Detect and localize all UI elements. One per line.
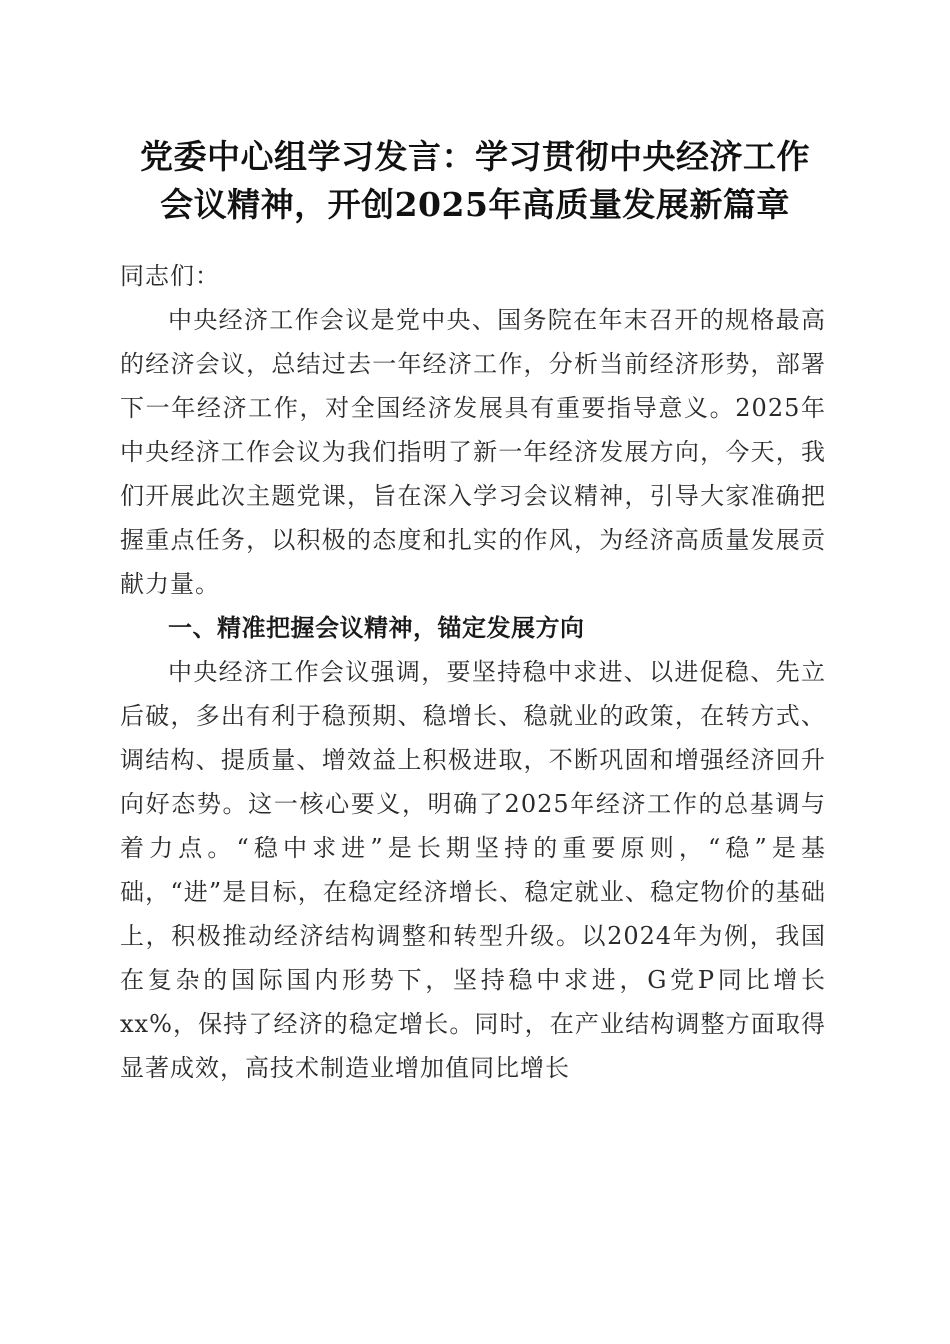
document-title — [100, 133, 850, 229]
paragraph-intro: 中央经济工作会议是党中央、国务院在年末召开的规格最高的经济会议，总结过去一年经济工作，分析当前经济形势，部署下一年经济工作，对全国经济发展具有重要指导意义。2025年中央经济工作会议为我们指明了新一年经济发展方向，今天，我们开展此次主题党课，旨在深入学习会议精神，引导大家准确把握重点任务，以积极的态度和扎实的作风，为经济高质量发展贡献力量。 — [120, 306, 826, 598]
title-line-1: 党委中心组学习发言：学习贯彻中央经济工作 — [140, 137, 810, 176]
title-line-2: 会议精神，开创2025年高质量发展新篇章 — [160, 185, 790, 224]
greeting: 同志们： — [120, 262, 220, 290]
document-body — [120, 254, 826, 1090]
paragraph-section-1: 中央经济工作会议强调，要坚持稳中求进、以进促稳、先立后破，多出有利于稳预期、稳增长、稳就业的政策，在转方式、调结构、提质量、增效益上积极进取，不断巩固和增强经济回升向好态势。这一核心要义，明确了2025年经济工作的总基调与着力点。“稳中求进”是长期坚持的重要原则，“稳”是基础，“进”是目标，在稳定经济增长、稳定就业、稳定物价的基础上，积极推动经济结构调整和转型升级。以2024年为例，我国在复杂的国际国内形势下，坚持稳中求进，G党P同比增长xx%，保持了经济的稳定增长。同时，在产业结构调整方面取得显著成效，高技术制造业增加值同比增长 — [120, 658, 826, 1082]
section-heading-1: 一、精准把握会议精神，锚定发展方向 — [168, 614, 585, 642]
